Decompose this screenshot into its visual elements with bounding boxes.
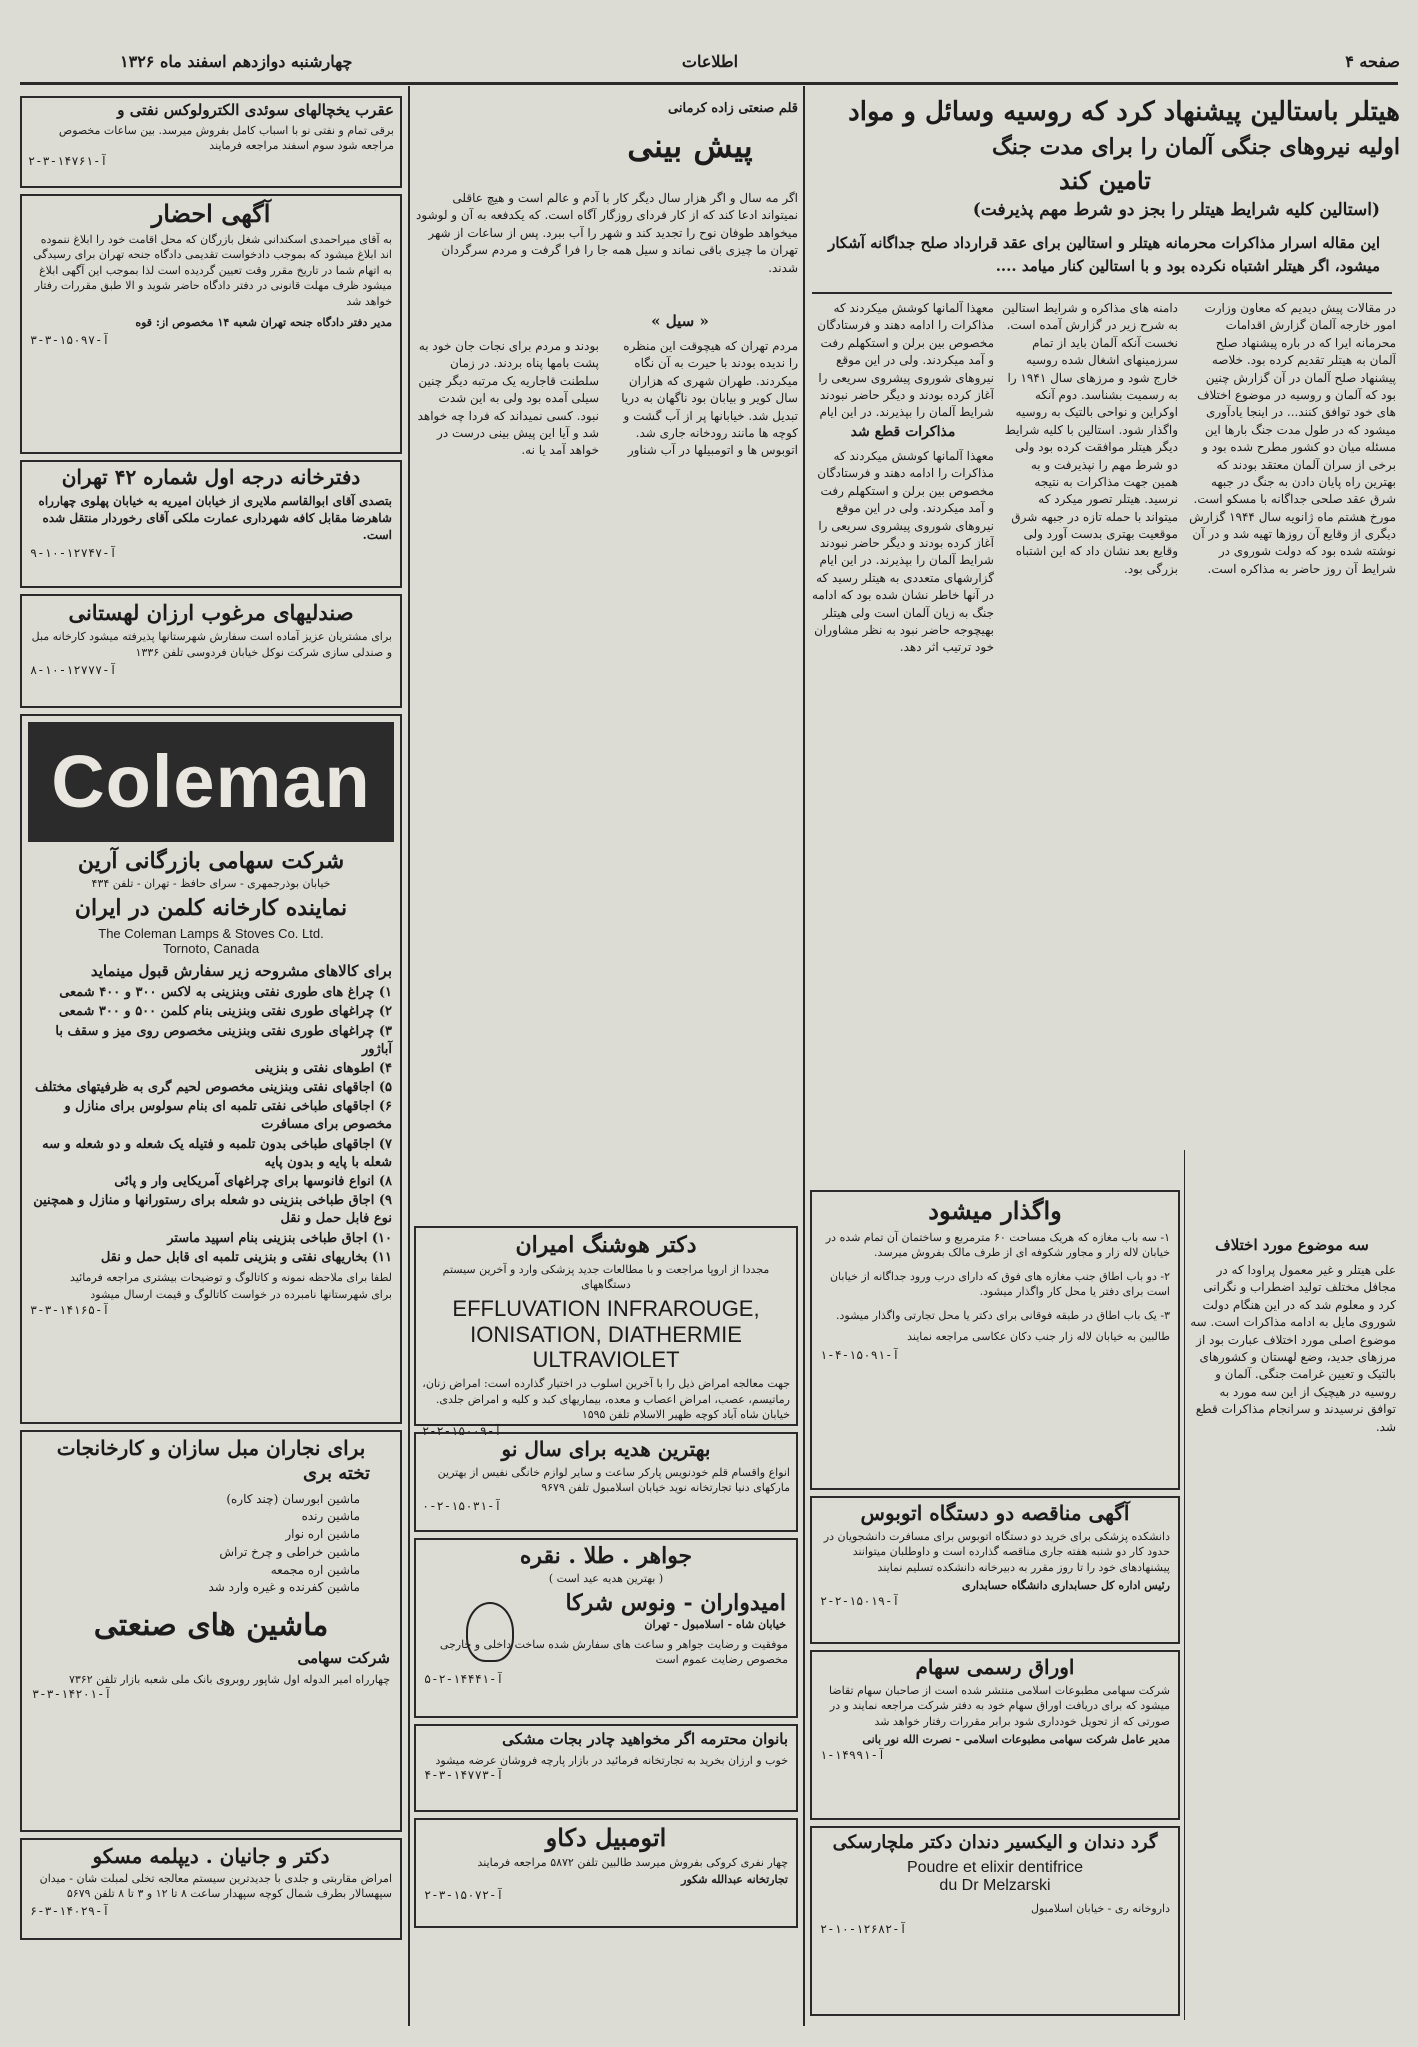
doctor-ad-title: دکتر و جانیان . دیپلمه مسکو [92,1844,330,1868]
machines-company: شرکت سهامی [297,1648,390,1667]
coleman-latin-1: The Coleman Lamps & Stoves Co. Ltd. [98,926,324,942]
shop-ad [810,1190,1180,1490]
jewelry-ref: آ-۱۴۴۴۱-۲-۵ [424,1671,504,1686]
auto-text: چهار نفری کروکی بفروش میرسد طالبین تلفن ۵۸۷۲ مراجعه فرمایند [477,1856,788,1869]
notary-ref: آ-۱۲۷۴۷-۱۰-۹ [30,546,117,561]
notary-ad [20,460,402,588]
shop-ad-contact: طالبین به خیابان لاله زار جنب دکان عکاسی مراجعه نمایند [907,1329,1170,1343]
issue-date: چهارشنبه دوازدهم اسفند ماه ۱۳۲۶ [120,52,353,71]
chairs-text: برای مشتریان عزیز آماده است سفارش شهرستانها پذیرفته میشود کارخانه مبل و صندلی سازی شرکت نوکل خیابان فردوسی تلفن ۱۳۳۶ [31,630,392,659]
machines-sub: تخته بری [302,1463,370,1484]
bus-tender-text: دانشکده پزشکی برای خرید دو دستگاه اتوبوس برای مسافرت دانشجویان در حدود کار دو شنبه هفته جاری مناقصه گذارده است و داوطلبان میتوانند پیشنهادهای خود را تا روز مقرر به دبیرخانه دانشکده تسلیم نمایند [823,1530,1170,1574]
fridge-ref: آ-۱۴۷۶۱-۳-۲ [28,153,108,168]
shares-text: شرکت سهامی مطبوعات اسلامی منتشر شده است از صاحبان سهام تقاضا میشود که برای دریافت اوراق سهام خود به دفتر شرکت مراجعه نمایند و در صورتی که از تحویل خودداری شود برابر مقررات رفتار خواهد شد [828,1684,1170,1728]
toothpaste-latin-2: du Dr Melzarski [939,1876,1051,1894]
list-item: ۹) اجاق طباخی بنزینی دو شعله برای رستورانها و منازل و همچنین نوع فابل حمل و نقل [33,1193,392,1227]
list-item: ماشین اره مجمعه [270,1562,360,1577]
auto-ref: آ-۱۵۰۷۲-۳-۲ [424,1887,504,1902]
list-item: ۵) اجاقهای نفتی وبنزینی مخصوص لحیم گری به ظرفیتهای مختلف [34,1080,392,1096]
shop-ad-ref: آ-۱۵۰۹۱-۴-۱ [820,1348,900,1363]
doctor-ad-ref: آ-۱۴۰۲۹-۳-۶ [30,1903,110,1918]
summons-ref: آ-۱۵۰۹۷-۳-۳ [30,333,110,348]
coleman-logo: Coleman [28,722,394,842]
shares-ref: آ-۱۴۹۹۱-۱ [820,1747,886,1762]
coleman-company: شرکت سهامی بازرگانی آرین [77,848,345,874]
shares-ad [810,1650,1180,1820]
list-item: ۸) انواع فانوسها برای چراغهای آمریکایی وار و پائی [114,1174,392,1190]
chairs-ref: آ-۱۲۷۷۷-۱۰-۸ [30,663,117,678]
list-item: ۱۱) بخاریهای نفتی و بنزینی تلمبه ای قابل حمل و نقل [100,1249,392,1265]
main-headline-1: هیتلر باستالین پیشنهاد کرد که روسیه وسائل و مواد [848,97,1400,127]
notary-title: دفترخانه درجه اول شماره ۴۲ تهران [61,465,361,489]
main-col-1: در مقالات پیش دیدیم که معاون وزارت امور خارجه آلمان گزارش اقدامات محرمانه ایرا که در باره پیشنهاد صلح آلمان به هیتلر تقدیم کرده بود. خلاصه پیشنهاد صلح آلمان در آن گزارش چنین بود که آلمان و روسیه در موضوع اختلاف های خود توافق کنند... در اینجا یادآوری میشود که در طول مدت جنگ بارها این مسئله میان دو کشور مطرح شده بود و برخی از سران آلمان معتقد بودند که بهترین راه پایان دادن به جنگ در جبهه شرق عقد صلحی جداگانه با مسکو است. مورخ هشتم ماه ژانویه سال ۱۹۴۴ گزارش دیگری از وقایع آن روزها تهیه شد و در آن نوشته شده بود که دولت شوروی در شرایط آن روز حاضر به مذاکره است. [1189,301,1396,576]
list-item: ماشین ابورسان (چند کاره) [226,1491,360,1506]
jewelry-sub: ( بهترین هدیه عید است ) [548,1571,664,1585]
gift-ref: آ-۱۵۰۳۱-۲-۰ [422,1498,502,1513]
dr-hushang-latin: EFFLUVATION INFRAROUGE, IONISATION, DIATHERMIE ULTRAVIOLET [452,1296,760,1372]
machines-address: چهارراه امیر الدوله اول شاپور روبروی بانک ملی شعبه بازار تلفن ۷۳۶۲ [68,1672,390,1686]
chador-ref: آ-۱۴۷۷۳-۳-۴ [424,1768,504,1783]
subhead-talks-cut: مذاکرات قطع شد [850,424,956,440]
dr-hushang-ad [414,1226,798,1439]
toothpaste-text: داروخانه ری - خیابان اسلامبول [1031,1901,1170,1915]
auto-ad [414,1818,798,1928]
list-item: ماشین اره نوار [285,1527,360,1542]
bus-tender-ad [810,1496,1180,1644]
machines-brand: ماشین های صنعتی [93,1608,329,1644]
col-rule-inner [1184,1150,1185,2020]
fridge-ad [20,96,402,188]
shares-signature: مدیر عامل شرکت سهامی مطبوعات اسلامی - نصرت الله نور بانی [862,1733,1170,1747]
fridge-text: برقی تمام و نفتی نو با اسباب کامل بفروش میرسد. بین ساعات مخصوص مراجعه شود سوم اسفند مراجعه فرمایند [58,123,394,153]
coleman-rep: نماینده کارخانه کلمن در ایران [74,894,348,921]
coleman-items [22,984,400,1267]
shop-ad-item: ۳- یک باب اطاق در طبقه فوقانی برای دکتر یا محل تجارتی واگذار میشود. [836,1308,1170,1322]
coleman-intro: برای کالاهای مشروحه زیر سفارش قبول مینماید [90,962,392,981]
auto-company: تجارتخانه عبدالله شکور [681,1873,788,1887]
dr-hushang-text-2: جهت معالجه امراض ذیل را با آخرین اسلوب در اختیار گذارده است: امراض زنان، رماتیسم، عصب، امراض اعصاب و معده، بیماریهای کبد و کلیه و امراض جلدی. خیابان شاه آباد کوچه ظهیر الاسلام تلفن ۱۵۹۵ [422,1377,790,1421]
summons-text: به آقای میراحمدی اسکندانی شغل بازرگان که محل اقامت خود را ابلاغ ننموده اند ابلاغ میشود که بموجب دادخواست تقدیمی دادگاه جنحه تهران برای رسیدگی به اتهام شما در تاریخ مقرر وقت تعیین گردیده است لذا بموجب این آگهی ابلاغ میشود ظرف مهلت قانونی در دفتر دادگاه حاضر شوید و الا طبق مقررات رفتار خواهد شد [33,233,392,308]
subhead-disputes: سه موضوع مورد اختلاف [1215,1236,1369,1254]
paper-name: اطلاعات [681,52,739,71]
chador-text: خوب و ارزان بخرید به تجارتخانه فرمائید در بازار پارچه فروشان عرضه میشود [435,1753,788,1767]
main-col-4: علی هیتلر و غیر معمول پراودا که در مجافل مختلف تولید اضطراب و نگرانی کرد و معلوم شد که در این هنگام دولت شوروی مایل به ادامه مذاکرات است. سه موضوع اصلی مورد اختلاف عبارت بود از مرزهای جدید، وضع لهستان و کشورهای بالتیک و تعیین غرامت جنگی. آلمان و روسیه در هیچیک از این سه مورد به توافق نرسیدند و سرانجام مذاکرات قطع شد. [1190,1263,1396,1434]
main-headline-3: تامین کند [1059,166,1151,195]
chador-title: بانوان محترمه اگر مخواهید چادر بجات مشکی [502,1730,788,1748]
machines-title: برای نجاران مبل سازان و کارخانجات [56,1436,366,1460]
list-item: ۲) چراغهای طوری نفتی وبنزینی بنام کلمن ۵۰۰ و ۳۰۰ شمعی [58,1004,392,1020]
list-item: ۷) اجاقهای طباخی بدون تلمبه و فتیله یک شعله و دو شعله و سه شعله با پایه و بدون پایه [42,1136,392,1170]
list-item: ماشین خراطی و چرخ تراش [219,1544,360,1559]
jewelry-company: امیدواران - ونوس شرکا [565,1589,786,1616]
poem-text-2: مردم تهران که هیچوقت این منظره را ندیده بودند با حیرت به آن نگاه میکردند. طهران شهری که هزاران سال کویر و بیابان بود ناگهان به دریا تبدیل شد. خیابانها پر از آب گشت و کوچه ها مانند رودخانه جاری شد. اتوبوس ها و اتومبیلها در آب شناور بودند و مردم برای نجات جان خود به پشت بامها پناه بردند. در زمان سلطنت قاجاریه یک مرتبه دیگر چنین سیلی آمده بود ولی به این شدت نبود. کسی نمیداند که فردا چه خواهد شد و آیا این پیش بینی درست در خواهد آمد یا نه. [417,339,798,458]
lead-rule [812,292,1392,294]
list-item: ۱۰) اجاق طباخی بنزینی بنام اسپید ماستر [167,1230,392,1246]
machines-ad [20,1430,402,1832]
coleman-ref: آ-۱۴۱۶۵-۳-۳ [30,1302,110,1317]
shop-ad-title: واگذار میشود [928,1196,1062,1225]
coleman-ad [20,714,402,1424]
gift-ad [414,1432,798,1532]
chairs-ad [20,594,402,708]
dr-hushang-text-1: مجددا از اروپا مراجعت و با مطالعات جدید پزشکی وارد و آخرین سیستم دستگاههای [442,1262,770,1291]
list-item: ماشین کفرنده و غیره وارد شد [208,1580,360,1595]
list-item: ۴) اطوهای نفتی و بنزینی [254,1060,392,1076]
dr-hushang-title: دکتر هوشنگ امیران [515,1232,697,1258]
summons-title: آگهی احضار [151,199,271,228]
bus-tender-title: آگهی مناقصه دو دستگاه اتوبوس [860,1501,1130,1525]
auto-title: اتومبیل دکاو [545,1823,667,1852]
machines-ref: آ-۱۴۲۰۱-۳-۳ [32,1686,112,1701]
main-col-3: معهذا آلمانها کوشش میکردند که مذاکرات را ادامه دهند و فرستادگان مخصوص بین برلن و استکهلم رفت و آمد میکردند. ولی در این موقع نیروهای شوروی پیشروی سریعی را آغاز کرده بودند و دیگر حاضر نبودند شرایط آلمان را بپذیرند. در این ایام گزارشهای متعددی به هیتلر رسید که در آنها خاطر نشان شده بود که ادامه جنگ به زیان آلمان است ولی هیتلر بهیچوجه حاضر نبود به نظر مشاوران خود ترتیب اثر دهد. [812,449,994,655]
jewelry-ad [414,1538,798,1718]
poem-subtitle: « سیل » [651,312,709,330]
jewelry-address: خیابان شاه - اسلامبول - تهران [644,1618,786,1632]
toothpaste-title: گرد دندان و الیکسیر دندان دکتر ملچارسکی [832,1832,1158,1853]
coleman-latin-2: Tornoto, Canada [162,941,260,957]
page-number: صفحه ۴ [1345,52,1400,71]
jewelry-text: موفقیت و رضایت جواهر و ساعت های سفارش شده ساخت داخلی و خارجی مخصوص رضایت عموم است [439,1637,788,1667]
jewelry-title: جواهر . طلا . نقره [519,1543,693,1569]
list-item: ماشین رنده [301,1509,360,1524]
summons-signature: مدیر دفتر دادگاه جنحه تهران شعبه ۱۴ مخصوص از: قوه [135,315,392,329]
coleman-footer: لطفا برای ملاحظه نمونه و کاتالوگ و توضیحات بیشتری مراجعه فرمائید [70,1270,392,1284]
doctor-ad [20,1838,402,1940]
main-col-3-top: معهذا آلمانها کوشش میکردند که مذاکرات را ادامه دهند و فرستادگان مخصوص بین برلن و استکهلم رفت و آمد میکردند. ولی در این موقع نیروهای شوروی پیشروی سریعی را آغاز کرده بودند و دیگر حاضر نبودند شرایط آلمان را بپذیرند. در این ایام [817,301,994,420]
chairs-title: صندلیهای مرغوب ارزان لهستانی [68,600,354,625]
header-rule [20,82,1398,85]
coleman-address: خیابان بوذرجمهری - سرای حافظ - تهران - تلفن ۴۳۴ [91,876,331,890]
poem-text: اگر مه سال و اگر هزار سال دیگر کار با آدم و عالم است و هیچ عاقلی نمیتواند ادعا کند که از کار فردای روزگار آگاه است. که یکدفعه به آن و لوشود میخواهد طوفان نوح را تجدید کند و شهر را آب ببرد. پس از ساعات از شهر تهران ما چیزی باقی نماند و سیل همه جا را فرا گرفت و مردم سرگردان شدند. [416,191,798,275]
dr-hushang-ref: آ-۱۵۰۰۹-۲-۲ [422,1424,502,1439]
toothpaste-ad [810,1826,1180,2016]
list-item: ۱) چراغ های طوری نفتی وبنزینی به لاکس ۳۰۰ و ۴۰۰ شمعی [59,985,392,1001]
list-item: ۶) اجاقهای طباخی نفتی تلمبه ای بنام سولوس برای منازل و مخصوص برای مسافرت [64,1099,392,1133]
machines-items [22,1488,400,1600]
notary-text: بتصدی آقای ابوالقاسم ملایری از خیابان امیریه به خیابان پهلوی چهارراه شاهرضا مقابل کافه شهرداری عمارت ملکی آقای رخوردار منتقل شده است. [38,494,392,542]
poem-title: پیش بینی [627,127,753,165]
main-headline-2: اولیه نیروهای جنگی آلمان را برای مدت جنگ [992,134,1400,160]
summons-ad [20,194,402,454]
fridge-title: عقرب یخچالهای سوئدی الکترولوکس نفتی و [117,101,394,119]
main-col-2: دامنه های مذاکره و شرایط استالین به شرح زیر در گزارش آمده است. نخست آنکه آلمان باید از تمام سرزمینهای اشغال شده روسیه خارج شود و مرزهای سال ۱۹۴۱ را به رسمیت بشناسد. دوم آنکه اوکراین و نواحی بالتیک به روسیه واگذار شود. استالین با کلیه شرایط دیگر هیتلر موافقت کرده بود ولی دو شرط مهم را نپذیرفت و به همین جهت مذاکرات به نتیجه نرسید. هیتلر تصور میکرد که میتواند با حمله تازه در جبهه شرق موقعیت بهتری بدست آورد ولی وقایع بعد نشان داد که این اشتباه بزرگی بود. [1002,301,1178,576]
toothpaste-latin-1: Poudre et elixir dentifrice [906,1858,1084,1876]
jewelry-logo-icon [466,1602,514,1662]
shop-ad-item: ۲- دو باب اطاق جنب مغازه های فوق که دارای درب ورود جداگانه از خیابان است برای دفتر یا محل کار واگذار میشود. [829,1269,1170,1299]
poem-byline: قلم صنعتی زاده کرمانی [668,101,798,116]
bus-tender-signature: رئیس اداره کل حسابداری دانشگاه حسابداری [961,1579,1170,1593]
coleman-footer-2: برای شهرستانها نامبرده در خواست کاتالوگ و قیمت ارسال میشود [90,1288,392,1302]
bus-tender-ref: آ-۱۵۰۱۹-۲-۲ [820,1593,900,1608]
shares-title: اوراق رسمی سهام [915,1655,1075,1679]
doctor-ad-text: امراض مقاربتی و جلدی با جدیدترین سیستم معالجه تخلی لمبلت شان - میدان سپهسالار بطرف شمال کوچه سپهدار ساعت ۸ تا ۱۲ و ۳ تا ۸ تلفن ۵۶۷۹ [39,1872,392,1901]
chador-ad [414,1724,798,1812]
list-item: ۳) چراغهای طوری نفتی وبنزینی مخصوص روی میز و سقف با آباژور [55,1023,392,1057]
main-subhead: (استالین کلیه شرایط هیتلر را بجز دو شرط مهم پذیرفت) [972,200,1380,220]
column-rule [803,86,805,2026]
column-rule [408,86,410,2026]
main-lead: این مقاله اسرار مذاکرات محرمانه هیتلر و استالین برای عقد قرارداد صلح جداگانه آشکار میشود، اگر هیتلر اشتباه نکرده بود و با استالین کنار میامد .... [828,234,1380,275]
shop-ad-item: ۱- سه باب مغازه که هریک مساحت ۶۰ مترمربع و ساختمان آن تمام شده در خیابان لاله زار و مجاور شکوفه ای از طرف مالک بفروش میرسد. [825,1231,1170,1260]
toothpaste-ref: آ-۱۲۶۸۲-۱۰-۲ [820,1921,907,1936]
gift-title: بهترین هدیه برای سال نو [501,1437,711,1461]
gift-text: انواع واقسام قلم خودنویس پارکر ساعت و سایر لوازم خانگی نفیس از بهترین مارکهای دنیا تجارتخانه نوید خیابان اسلامبول تلفن ۹۶۷۹ [437,1466,790,1495]
